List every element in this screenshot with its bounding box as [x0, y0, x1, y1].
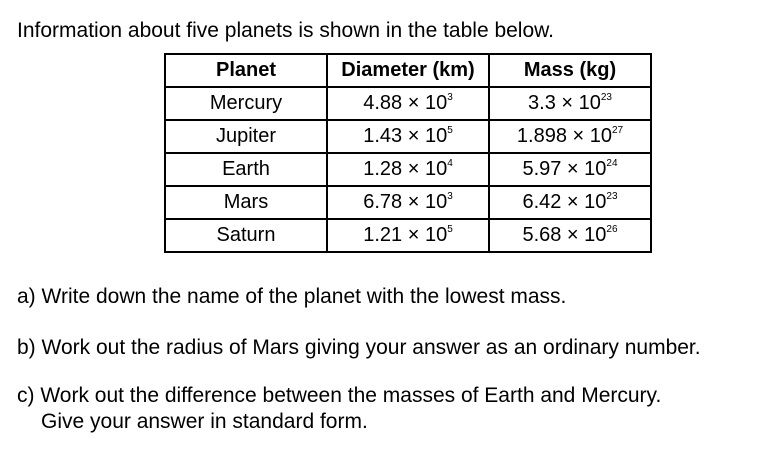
planet-table	[164, 53, 652, 253]
mass-value	[489, 153, 651, 186]
table-header-row	[165, 54, 651, 87]
table-row	[165, 219, 651, 252]
planet-name: Earth	[165, 153, 327, 186]
question-c-line2: Give your answer in standard form.	[41, 410, 368, 433]
diameter-value	[327, 120, 489, 153]
diameter-value	[327, 219, 489, 252]
mass-exponent: 26	[606, 224, 618, 235]
question-a: a) Write down the name of the planet with the lowest mass.	[17, 285, 567, 308]
planet-name: Mercury	[165, 87, 327, 120]
diameter-mantissa: 1.28 × 10	[363, 158, 448, 180]
header-diameter: Diameter (km)	[327, 54, 489, 87]
mass-mantissa: 5.68 × 10	[522, 224, 607, 246]
diameter-exponent: 5	[447, 125, 453, 136]
table-row	[165, 153, 651, 186]
planet-name: Mars	[165, 186, 327, 219]
diameter-mantissa: 4.88 × 10	[363, 92, 448, 114]
mass-mantissa: 6.42 × 10	[522, 191, 607, 213]
diameter-exponent: 5	[447, 224, 453, 235]
table-row	[165, 87, 651, 120]
mass-value	[489, 87, 651, 120]
mass-value	[489, 219, 651, 252]
planet-name: Saturn	[165, 219, 327, 252]
table-row	[165, 120, 651, 153]
question-c-line1: c) Work out the difference between the masses of Earth and Mercury.	[17, 384, 662, 407]
question-b: b) Work out the radius of Mars giving your answer as an ordinary number.	[17, 336, 701, 359]
mass-value	[489, 120, 651, 153]
mass-mantissa: 1.898 × 10	[516, 125, 612, 147]
diameter-value	[327, 87, 489, 120]
diameter-mantissa: 1.21 × 10	[363, 224, 448, 246]
diameter-exponent: 3	[447, 191, 453, 202]
diameter-value	[327, 186, 489, 219]
mass-exponent: 23	[600, 92, 612, 103]
question-c	[17, 383, 661, 435]
diameter-exponent: 4	[447, 158, 453, 169]
diameter-exponent: 3	[447, 92, 453, 103]
mass-mantissa: 5.97 × 10	[522, 158, 607, 180]
mass-exponent: 24	[606, 158, 618, 169]
diameter-mantissa: 6.78 × 10	[363, 191, 448, 213]
diameter-value	[327, 153, 489, 186]
intro-text: Information about five planets is shown in the table below.	[17, 19, 554, 42]
header-planet: Planet	[165, 54, 327, 87]
diameter-mantissa: 1.43 × 10	[363, 125, 448, 147]
planet-name: Jupiter	[165, 120, 327, 153]
mass-exponent: 27	[611, 125, 624, 136]
table-row	[165, 186, 651, 219]
header-mass: Mass (kg)	[489, 54, 651, 87]
mass-mantissa: 3.3 × 10	[528, 92, 601, 114]
mass-exponent: 23	[606, 191, 618, 202]
mass-value	[489, 186, 651, 219]
